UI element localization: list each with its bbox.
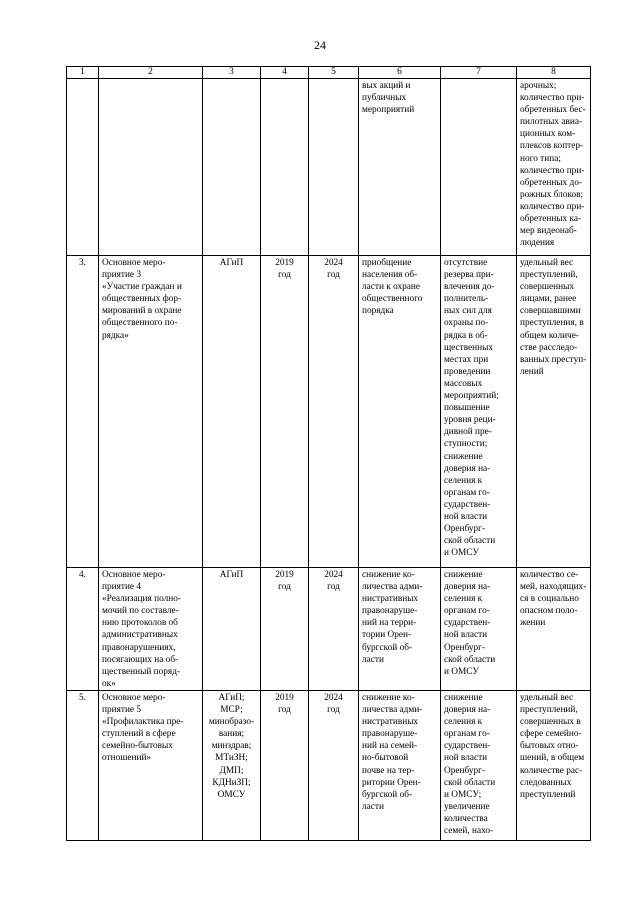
- header-col-3: 3: [203, 67, 261, 79]
- cell-empty: [261, 79, 309, 256]
- cell-result: приобщение населения об- ласти к охране общественного порядка: [359, 256, 441, 568]
- cell-number: 3.: [67, 256, 99, 568]
- cell-consequences: отсутствие резерва при- влечения до- полнитель- ных сил для охраны по- рядка в об- щественных местах при проведении массовых мероприятий; повышение уровня реци- дивной пре- ступности; снижение доверия на- селения к органам го- сударствен- ной власти Оренбург- ской области и ОМСУ: [441, 256, 517, 568]
- cell-number: 4.: [67, 568, 99, 691]
- cell-empty: [99, 79, 203, 256]
- cell-indicator: удельный вес преступлений, совершенных в сфере семейно- бытовых отно- шений, в общем количестве рас- следованных преступлений: [517, 690, 591, 840]
- cell-empty: [309, 79, 359, 256]
- cell-consequences: снижение доверия на- селения к органам го- сударствен- ной власти Оренбург- ской области и ОМСУ; увеличение количества семей, нахо-: [441, 690, 517, 840]
- cell-indicator: удельный вес преступлений, совершенных лицами, ранее совершавшими преступления, в общем количе- стве расследо- ванных преступ- лений: [517, 256, 591, 568]
- measures-table: [66, 66, 591, 841]
- cell-indicator: количество се- мей, находящих- ся в социально опасном поло- жении: [517, 568, 591, 691]
- cell-consequences: снижение доверия на- селения к органам го- сударствен- ной власти Оренбург- ской области и ОМСУ: [441, 568, 517, 691]
- cell-result: снижение ко- личества адми- нистративных правонаруше- ний на семей- но-бытовой почве на тер- ритории Орен- бургской об- ласти: [359, 690, 441, 840]
- table-row: [67, 690, 591, 840]
- cell-executor: АГиП: [203, 568, 261, 691]
- cell-event: Основное меро- приятие 3 «Участие граждан и общественных фор- мирований в охране общественного по- рядка»: [99, 256, 203, 568]
- cell-event: Основное меро- приятие 4 «Реализация полно- мочий по составле- нию протоколов об административных правонарушениях, посягающих на об- щественный поряд- ок»: [99, 568, 203, 691]
- cell-start-year: 2019 год: [261, 568, 309, 691]
- cell-indicator: арочных; количество при- обретенных бес- пилотных авиа- ционных ком- плексов коптер- ного типа; количество при- обретенных до- рожных блоков; количество при- обретенных ка- мер видеонаб- людения: [517, 79, 591, 256]
- cell-end-year: 2024 год: [309, 690, 359, 840]
- cell-number: 5.: [67, 690, 99, 840]
- table-row: [67, 256, 591, 568]
- header-row: [67, 67, 591, 79]
- table-row: [67, 568, 591, 691]
- cell-executor: АГиП; МСР; минобразо- вания; минздрав; МТиЗН; ДМП; КДНиЗП; ОМСУ: [203, 690, 261, 840]
- cell-empty: [441, 79, 517, 256]
- cell-end-year: 2024 год: [309, 256, 359, 568]
- cell-start-year: 2019 год: [261, 256, 309, 568]
- cell-empty: [67, 79, 99, 256]
- header-col-4: 4: [261, 67, 309, 79]
- cell-executor: АГиП: [203, 256, 261, 568]
- header-col-8: 8: [517, 67, 591, 79]
- header-col-1: 1: [67, 67, 99, 79]
- page-number: 24: [314, 38, 326, 52]
- header-col-2: 2: [99, 67, 203, 79]
- table-row-continuation: [67, 79, 591, 256]
- cell-start-year: 2019 год: [261, 690, 309, 840]
- header-col-5: 5: [309, 67, 359, 79]
- cell-result: вых акций и публичных мероприятий: [359, 79, 441, 256]
- cell-end-year: 2024 год: [309, 568, 359, 691]
- cell-result: снижение ко- личества адми- нистративных правонаруше- ний на терри- тории Орен- бургской об- ласти: [359, 568, 441, 691]
- header-col-6: 6: [359, 67, 441, 79]
- cell-event: Основное меро- приятие 5 «Профилактика пре- ступлений в сфере семейно-бытовых отношений»: [99, 690, 203, 840]
- cell-empty: [203, 79, 261, 256]
- header-col-7: 7: [441, 67, 517, 79]
